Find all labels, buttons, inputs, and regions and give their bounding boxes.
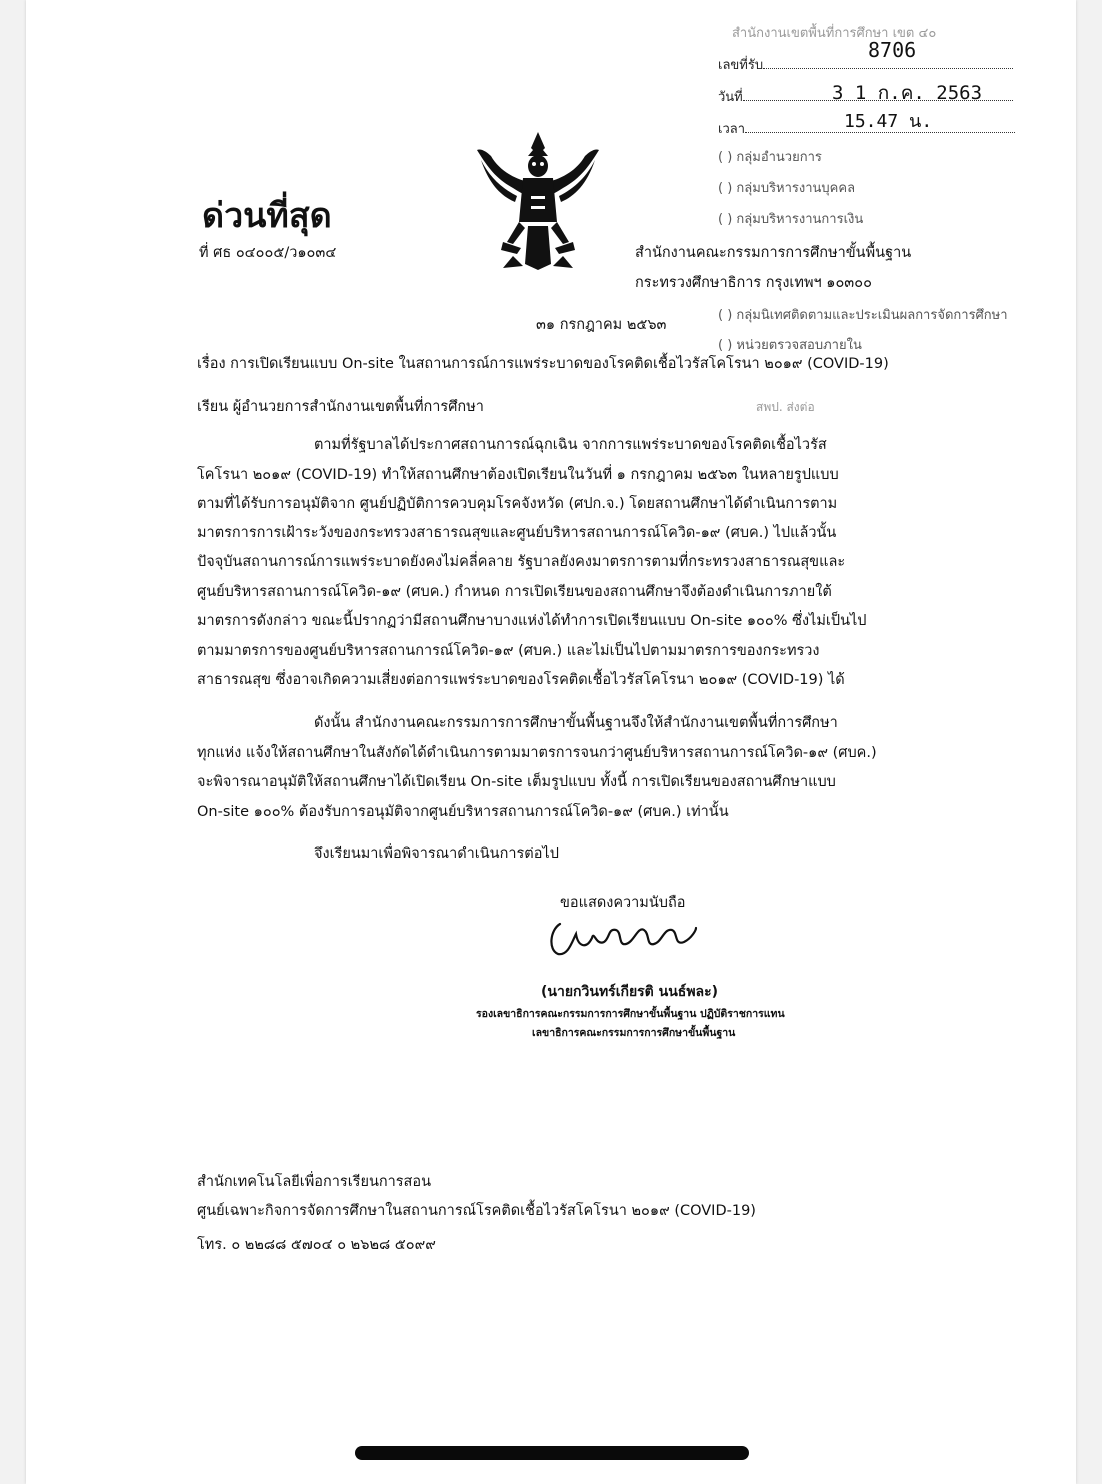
issuer-line1: สำนักงานคณะกรรมการการศึกษาขั้นพื้นฐาน (635, 245, 912, 261)
para1-line: สาธารณสุข ซึ่งอาจเกิดความเสี่ยงต่อการแพร่ระบาดของโรคติดเชื้อไวรัสโคโรนา ๒๐๑๙ (COVID-19) ได้ (197, 672, 845, 688)
document-number: ที่ ศธ ๐๔๐๐๕/ว๑๐๓๔ (199, 245, 337, 261)
receiving-stamp (712, 14, 1052, 353)
stamp-date-label: วันที่ (718, 90, 743, 105)
stamp-forward-note: สพป. ส่งต่อ (756, 400, 815, 414)
issuer-line2: กระทรวงศึกษาธิการ กรุงเทพฯ ๑๐๓๐๐ (635, 275, 872, 291)
regards-text: ขอแสดงความนับถือ (560, 895, 686, 911)
garuda-emblem-icon (473, 126, 603, 272)
para1-line: ตามที่ได้รับการอนุมัติจาก ศูนย์ปฏิบัติการควบคุมโรคจังหวัด (ศปก.จ.) โดยสถานศึกษาได้ดำเนินการตาม (197, 496, 838, 512)
para1-line: ตามที่รัฐบาลได้ประกาศสถานการณ์ฉุกเฉิน จากการแพร่ระบาดของโรคติดเชื้อไวรัส (314, 437, 827, 453)
stamp-receive-label: เลขที่รับ (718, 58, 764, 73)
urgency-label: ด่วนที่สุด (202, 196, 332, 236)
footer-phone: โทร. ๐ ๒๒๘๘ ๕๗๐๔ ๐ ๒๖๒๘ ๕๐๙๙ (197, 1237, 436, 1253)
para1-line: มาตรการการเฝ้าระวังของกระทรวงสาธารณสุขและศูนย์บริหารสถานการณ์โควิด-๑๙ (ศบค.) ไปแล้วนั้น (197, 525, 837, 541)
closing-request: จึงเรียนมาเพื่อพิจารณาดำเนินการต่อไป (314, 846, 559, 862)
handwritten-signature (546, 916, 706, 960)
stamp-receive-row (718, 54, 1013, 75)
para2-line: ทุกแห่ง แจ้งให้สถานศึกษาในสังกัดได้ดำเนินการตามมาตรการจนกว่าศูนย์บริหารสถานการณ์โควิด-๑๙ (ศบค.) (197, 745, 877, 761)
stamp-check-4: ( ) กลุ่มนิเทศติดตามและประเมินผลการจัดการศึกษา (718, 308, 1008, 323)
stamp-check-1: ( ) กลุ่มอำนวยการ (718, 150, 822, 165)
stamp-time-value: 15.47 น. (844, 111, 933, 132)
signer-name: (นายกวินทร์เกียรติ นนธ์พละ) (541, 984, 719, 1000)
para2-line: จะพิจารณาอนุมัติให้สถานศึกษาได้เปิดเรียน On-site เต็มรูปแบบ ทั้งนี้ การเปิดเรียนของสถานศึกษาแบบ (197, 774, 836, 790)
para2-line: On-site ๑๐๐% ต้องรับการอนุมัติจากศูนย์บริหารสถานการณ์โควิด-๑๙ (ศบค.) เท่านั้น (197, 804, 729, 820)
para1-line: ตามมาตรการของศูนย์บริหารสถานการณ์โควิด-๑๙ (ศบค.) และไม่เป็นไปตามมาตรการของกระทรวง (197, 643, 820, 659)
home-indicator[interactable] (355, 1446, 749, 1460)
stamp-date-value: 3 1 ก.ค. 2563 (832, 82, 983, 104)
para2-line: ดังนั้น สำนักงานคณะกรรมการการศึกษาขั้นพื้นฐานจึงให้สำนักงานเขตพื้นที่การศึกษา (314, 715, 838, 731)
stamp-time-label: เวลา (718, 122, 746, 137)
para1-line: ศูนย์บริหารสถานการณ์โควิด-๑๙ (ศบค.) กำหนด การเปิดเรียนของสถานศึกษาจึงต้องดำเนินการภายใต้ (197, 584, 832, 600)
stamp-check-2: ( ) กลุ่มบริหารงานบุคคล (718, 181, 856, 196)
stamp-receive-value: 8706 (868, 38, 917, 62)
para1-line: ปัจจุบันสถานการณ์การแพร่ระบาดยังคงไม่คลี่คลาย รัฐบาลยังคงมาตรการตามที่กระทรวงสาธารณสุขและ (197, 554, 846, 570)
subject-line: เรื่อง การเปิดเรียนแบบ On-site ในสถานการณ์การแพร่ระบาดของโรคติดเชื้อไวรัสโคโรนา ๒๐๑๙ (COVID-19) (197, 356, 889, 372)
signer-title-2: เลขาธิการคณะกรรมการการศึกษาขั้นพื้นฐาน (532, 1027, 736, 1039)
recipient-line: เรียน ผู้อำนวยการสำนักงานเขตพื้นที่การศึกษา (197, 399, 484, 415)
signer-title-1: รองเลขาธิการคณะกรรมการการศึกษาขั้นพื้นฐาน ปฏิบัติราชการแทน (476, 1008, 785, 1020)
footer-center: ศูนย์เฉพาะกิจการจัดการศึกษาในสถานการณ์โรคติดเชื้อไวรัสโคโรนา ๒๐๑๙ (COVID-19) (197, 1203, 756, 1219)
document-date: ๓๑ กรกฎาคม ๒๕๖๓ (536, 317, 667, 333)
para1-line: มาตรการดังกล่าว ขณะนี้ปรากฏว่ามีสถานศึกษาบางแห่งได้ทำการเปิดเรียนแบบ On-site ๑๐๐% ซึ่งไม่เป็นไป (197, 613, 867, 629)
stamp-check-5: ( ) หน่วยตรวจสอบภายใน (718, 338, 862, 353)
stamp-header: สำนักงานเขตพื้นที่การศึกษา เขต ๔๐ (732, 26, 937, 41)
footer-office: สำนักเทคโนโลยีเพื่อการเรียนการสอน (197, 1174, 432, 1190)
stamp-check-3: ( ) กลุ่มบริหารงานการเงิน (718, 212, 864, 227)
para1-line: โคโรนา ๒๐๑๙ (COVID-19) ทำให้สถานศึกษาต้องเปิดเรียนในวันที่ ๑ กรกฎาคม ๒๕๖๓ ในหลายรูปแบบ (197, 467, 839, 483)
